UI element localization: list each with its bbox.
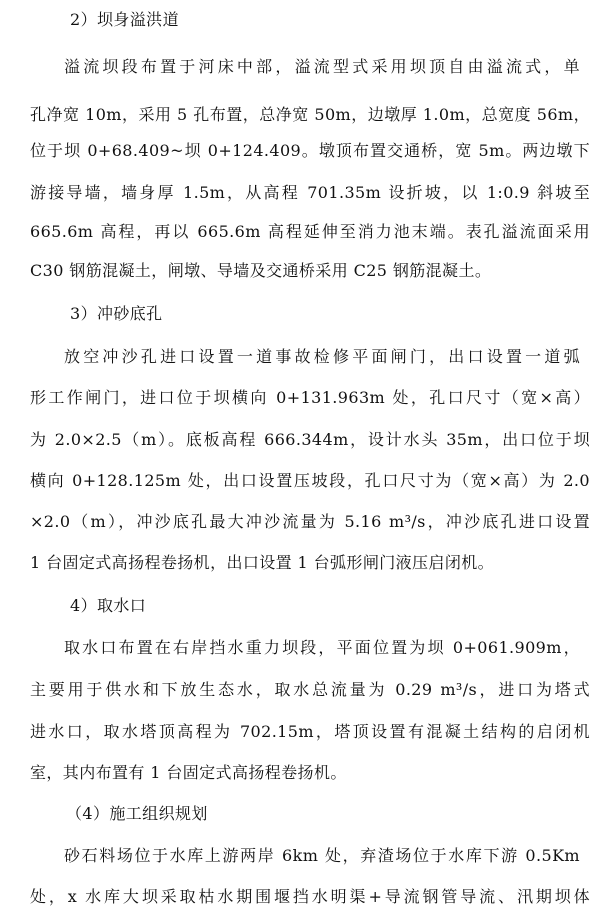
paragraph-line: 室，其内布置有 1 台固定式高扬程卷扬机。 [30, 763, 347, 782]
section-heading: 2）坝身溢洪道 [70, 10, 179, 29]
paragraph-line: 主要用于供水和下放生态水，取水总流量为 0.29 m³/s，进口为塔式 [30, 680, 590, 699]
paragraph-line: 位于坝 0+68.409~坝 0+124.409。墩顶布置交通桥，宽 5m。两边墩下 [30, 141, 590, 160]
section-heading: （4）施工组织规划 [66, 804, 208, 823]
paragraph-line: ×2.0（m），冲沙底孔最大冲沙流量为 5.16 m³/s，冲沙底孔进口设置 [30, 512, 590, 531]
paragraph-line: 孔净宽 10m，采用 5 孔布置，总净宽 50m，边墩厚 1.0m，总宽度 56m， [30, 105, 590, 124]
paragraph-line: 取水口布置在右岸挡水重力坝段，平面位置为坝 0+061.909m， [64, 638, 580, 657]
section-heading: 3）冲砂底孔 [70, 304, 163, 323]
paragraph-line: 砂石料场位于水库上游两岸 6km 处，弃渣场位于水库下游 0.5Km [64, 846, 580, 865]
paragraph-line: 溢流坝段布置于河床中部，溢流型式采用坝顶自由溢流式，单 [64, 57, 580, 76]
paragraph-line: 1 台固定式高扬程卷扬机，出口设置 1 台弧形闸门液压启闭机。 [30, 553, 495, 572]
paragraph-line: 放空冲沙孔进口设置一道事故检修平面闸门，出口设置一道弧 [64, 347, 580, 366]
paragraph-line: C30 钢筋混凝土，闸墩、导墙及交通桥采用 C25 钢筋混凝土。 [30, 261, 492, 280]
paragraph-line: 为 2.0×2.5（m）。底板高程 666.344m，设计水头 35m，出口位于坝 [30, 430, 590, 449]
paragraph-line: 处，x 水库大坝采取枯水期围堰挡水明渠+导流钢管导流、汛期坝体 [30, 887, 590, 906]
paragraph-line: 横向 0+128.125m 处，出口设置压坡段，孔口尺寸为（宽×高）为 2.0 [30, 471, 590, 490]
section-heading: 4）取水口 [70, 596, 147, 615]
paragraph-line: 进水口，取水塔顶高程为 702.15m，塔顶设置有混凝土结构的启闭机 [30, 722, 590, 741]
paragraph-line: 游接导墙，墙身厚 1.5m，从高程 701.35m 设折坡，以 1:0.9 斜坡至 [30, 183, 590, 202]
paragraph-line: 形工作闸门，进口位于坝横向 0+131.963m 处，孔口尺寸（宽×高） [30, 388, 590, 407]
paragraph-line: 665.6m 高程，再以 665.6m 高程延伸至消力池末端。表孔溢流面采用 [30, 222, 590, 241]
